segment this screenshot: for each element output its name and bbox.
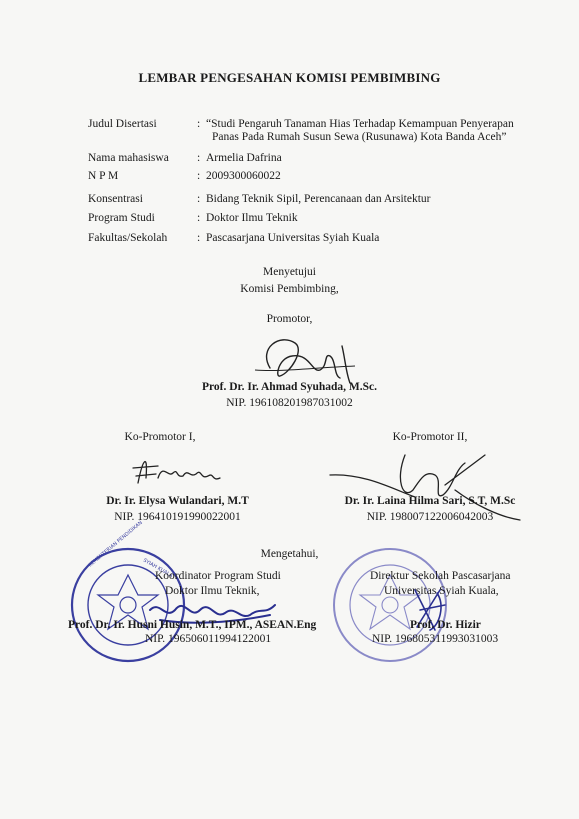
director-name: Prof. Dr. Hizir — [410, 619, 481, 631]
svg-text:KEMENTERIAN PENDIDIKAN: KEMENTERIAN PENDIDIKAN — [87, 519, 144, 569]
acknowledged-label: Mengetahui, — [260, 548, 319, 560]
coordinator-role-line2: Doktor Ilmu Teknik, — [165, 585, 260, 597]
kopromotor2-nip: NIP. 198007122006042003 — [366, 511, 494, 523]
kopromotor1-nip: NIP. 196410191990022001 — [114, 511, 241, 523]
kopromotor1-role: Ko-Promotor I, — [124, 431, 196, 443]
info-value: Pascasarjana Universitas Syiah Kuala — [206, 232, 380, 244]
info-value — [206, 118, 514, 144]
kopromotor1-name: Dr. Ir. Elysa Wulandari, M.T — [106, 495, 249, 507]
info-colon: : — [197, 118, 201, 130]
info-colon: : — [197, 170, 201, 182]
kopromotor2-name: Dr. Ir. Laina Hilma Sari, S.T, M.Sc — [344, 495, 516, 507]
promotor-name: Prof. Dr. Ir. Ahmad Syuhada, M.Sc. — [202, 381, 377, 393]
kopromotor2-role: Ko-Promotor II, — [392, 431, 468, 443]
info-value: Doktor Ilmu Teknik — [206, 212, 298, 224]
approval-line1: Menyetujui — [262, 266, 317, 278]
info-colon: : — [197, 232, 201, 244]
info-label: Fakultas/Sekolah — [88, 232, 168, 244]
svg-text:SYIAH KUALA: SYIAH KUALA — [142, 557, 174, 580]
info-value-line: “Studi Pengaruh Tanaman Hias Terhadap Kemampuan Penyerapan — [206, 118, 514, 130]
page-title: LEMBAR PENGESAHAN KOMISI PEMBIMBING — [138, 70, 441, 85]
coordinator-role-line1: Koordinator Program Studi — [155, 570, 281, 582]
promotor-signature — [250, 328, 360, 386]
info-value: Armelia Dafrina — [206, 152, 282, 164]
director-nip: NIP. 196805311993031003 — [372, 633, 499, 645]
coordinator-name: Prof. Dr. Ir. Husni Husin, M.T., IPM., ASEAN.Eng — [68, 619, 317, 631]
promotor-role: Promotor, — [266, 313, 313, 325]
info-value-line: Panas Pada Rumah Susun Sewa (Rusunawa) Kota Banda Aceh” — [212, 131, 507, 143]
info-colon: : — [197, 212, 201, 224]
info-label: Konsentrasi — [88, 193, 143, 205]
info-label: Judul Disertasi — [88, 118, 157, 130]
coordinator-nip: NIP. 196506011994122001 — [145, 633, 272, 645]
info-label: Nama mahasiswa — [88, 152, 169, 164]
director-role-line2: Universitas Syiah Kuala, — [384, 585, 499, 597]
director-role-line1: Direktur Sekolah Pascasarjana — [370, 570, 511, 582]
info-label: N P M — [88, 170, 119, 182]
info-value: Bidang Teknik Sipil, Perencanaan dan Arsitektur — [206, 193, 431, 205]
kopromotor1-signature — [128, 448, 228, 493]
info-colon: : — [197, 193, 201, 205]
info-colon: : — [197, 152, 201, 164]
promotor-nip: NIP. 196108201987031002 — [226, 397, 353, 409]
approval-line2: Komisi Pembimbing, — [240, 283, 339, 295]
info-value: 2009300060022 — [206, 170, 281, 182]
info-label: Program Studi — [88, 212, 155, 224]
